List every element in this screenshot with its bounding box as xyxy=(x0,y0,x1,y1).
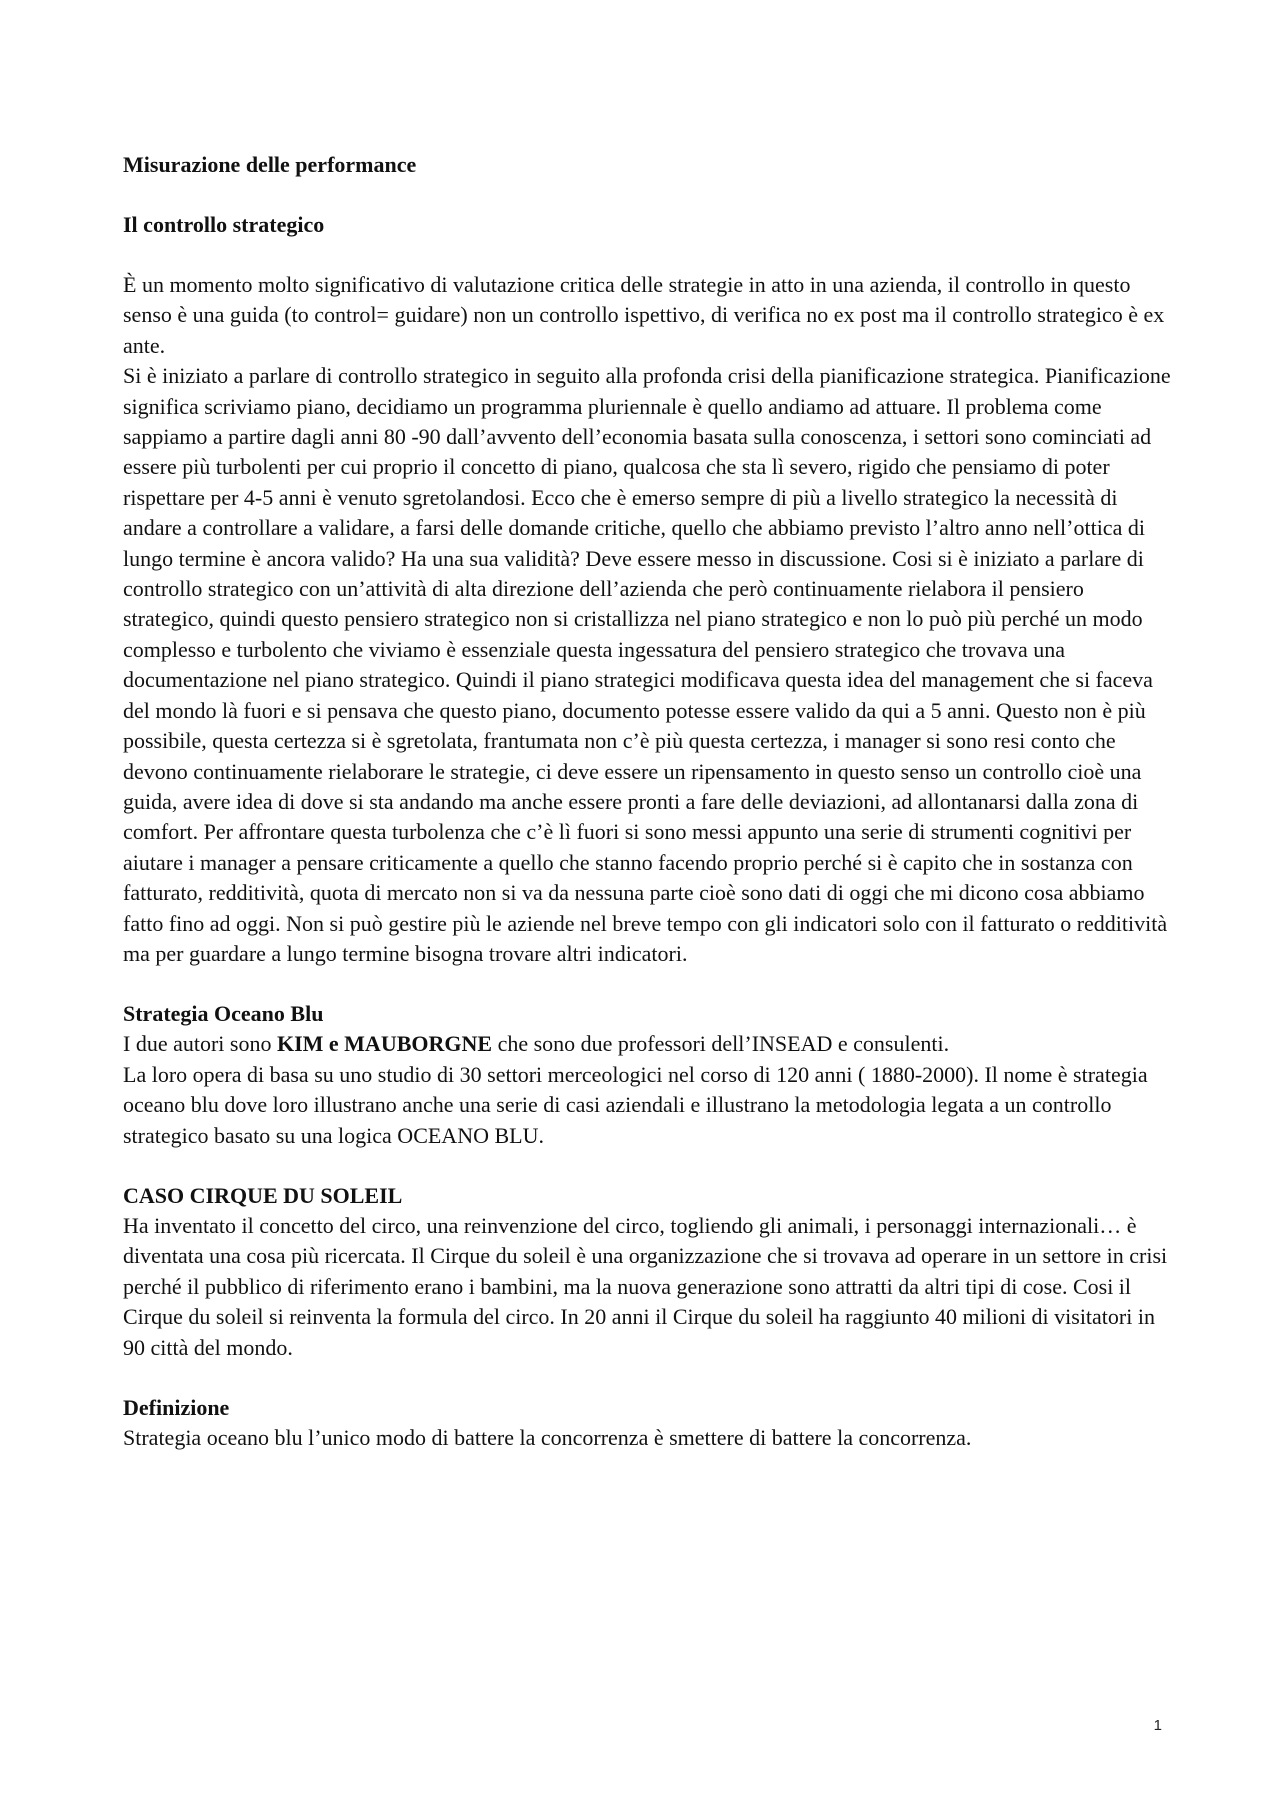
document-title: Misurazione delle performance xyxy=(123,152,417,177)
paragraph-oceano-study: La loro opera di basa su uno studio di 30 settori merceologici nel corso di 120 anni ( 1880-2000). Il nome è strategia oceano blu dove loro illustrano anche una serie di casi aziendali e illustrano la metodologia legata a un controllo strategico basato su una logica OCEANO BLU. xyxy=(123,1061,1148,1148)
section-heading-oceano-blu: Strategia Oceano Blu xyxy=(123,1001,324,1027)
authors-names: KIM e MAUBORGNE xyxy=(276,1031,493,1057)
section-heading-definizione: Definizione xyxy=(123,1395,230,1420)
authors-intro-text: I due autori sono xyxy=(123,1031,277,1057)
section-cirque-du-soleil xyxy=(123,1181,1173,1363)
paragraph-oceano-authors xyxy=(123,1029,1173,1059)
paragraph-cirque: Ha inventato il concetto del circo, una reinvenzione del circo, togliendo gli animali, i personaggi internazionali… è diventata una cosa più ricercata. Il Cirque du soleil è una organizzazione che si trovava ad operare in un settore in crisi perché il pubblico di riferimento erano i bambini, ma la nuova generazione sono attratti da altri tipi di cose. Cosi il Cirque du soleil si reinventa la formula del circo. In 20 anni il Cirque du soleil ha raggiunto 40 milioni di visitatori in 90 città del mondo. xyxy=(123,1212,1168,1360)
section-strategia-oceano-blu xyxy=(123,999,1173,1151)
paragraph-controllo-body: Si è iniziato a parlare di controllo strategico in seguito alla profonda crisi della pianificazione strategica. Pianificazione significa scriviamo piano, decidiamo un programma pluriennale è quello andiamo ad attuare. Il problema come sappiamo a partire dagli anni 80 -90 dall’avvento dell’economia basata sulla conoscenza, i settori sono cominciati ad essere più turbolenti per cui proprio il concetto di piano, qualcosa che sta lì severo, rigido che pensiamo di poter rispettare per 4-5 anni è venuto sgretolandosi. Ecco che è emerso sempre di più a livello strategico la necessità di andare a controllare a validare, a farsi delle domande critiche, quello che abbiamo previsto l’altro anno nell’ottica di lungo termine è ancora valido? Ha una sua validità? Deve essere messo in discussione. Cosi si è iniziato a parlare di controllo strategico con un’attività di alta direzione dell’azienda che però continuamente rielabora il pensiero strategico, quindi questo pensiero strategico non si cristallizza nel piano strategico e non lo può più perché un modo complesso e turbolento che viviamo è essenziale questa ingessatura del pensiero strategico che trovava una documentazione nel piano strategico. Quindi il piano strategici modificava questa idea del management che si faceva del mondo là fuori e si pensava che questo piano, documento potesse essere valido da qui a 5 anni. Questo non è più possibile, questa certezza si è sgretolata, frantumata non c’è più questa certezza, i manager si sono resi conto che devono continuamente rielaborare le strategie, ci deve essere un ripensamento in questo senso un controllo cioè una guida, avere idea di dove si sta andando ma anche essere pronti a fare delle deviazioni, ad allontanarsi dalla zona di comfort. Per affrontare questa turbolenza che c’è lì fuori si sono messi appunto una serie di strumenti cognitivi per aiutare i manager a pensare criticamente a quello che stanno facendo proprio perché si è capito che in sostanza con fatturato, redditività, quota di mercato non si va da nessuna parte cioè sono dati di oggi che mi dicono cosa abbiamo fatto fino ad oggi. Non si può gestire più le aziende nel breve tempo con gli indicatori solo con il fatturato o redditività ma per guardare a lungo termine bisogna trovare altri indicatori. xyxy=(123,363,1171,966)
section-controllo-strategico xyxy=(123,270,1173,969)
section-heading-controllo-strategico: Il controllo strategico xyxy=(123,212,325,237)
section-heading-cirque: CASO CIRQUE DU SOLEIL xyxy=(123,1182,403,1208)
document-page xyxy=(123,150,1173,1483)
section-definizione xyxy=(123,1393,1173,1453)
authors-description: che sono due professori dell’INSEAD e consulenti. xyxy=(492,1031,950,1057)
paragraph-definizione: Strategia oceano blu l’unico modo di battere la concorrenza è smettere di battere la concorrenza. xyxy=(123,1425,972,1450)
page-number: 1 xyxy=(1153,1717,1162,1734)
paragraph-controllo-intro: È un momento molto significativo di valutazione critica delle strategie in atto in una azienda, il controllo in questo senso è una guida (to control= guidare) non un controllo ispettivo, di verifica no ex post ma il controllo strategico è ex ante. xyxy=(123,272,1165,358)
